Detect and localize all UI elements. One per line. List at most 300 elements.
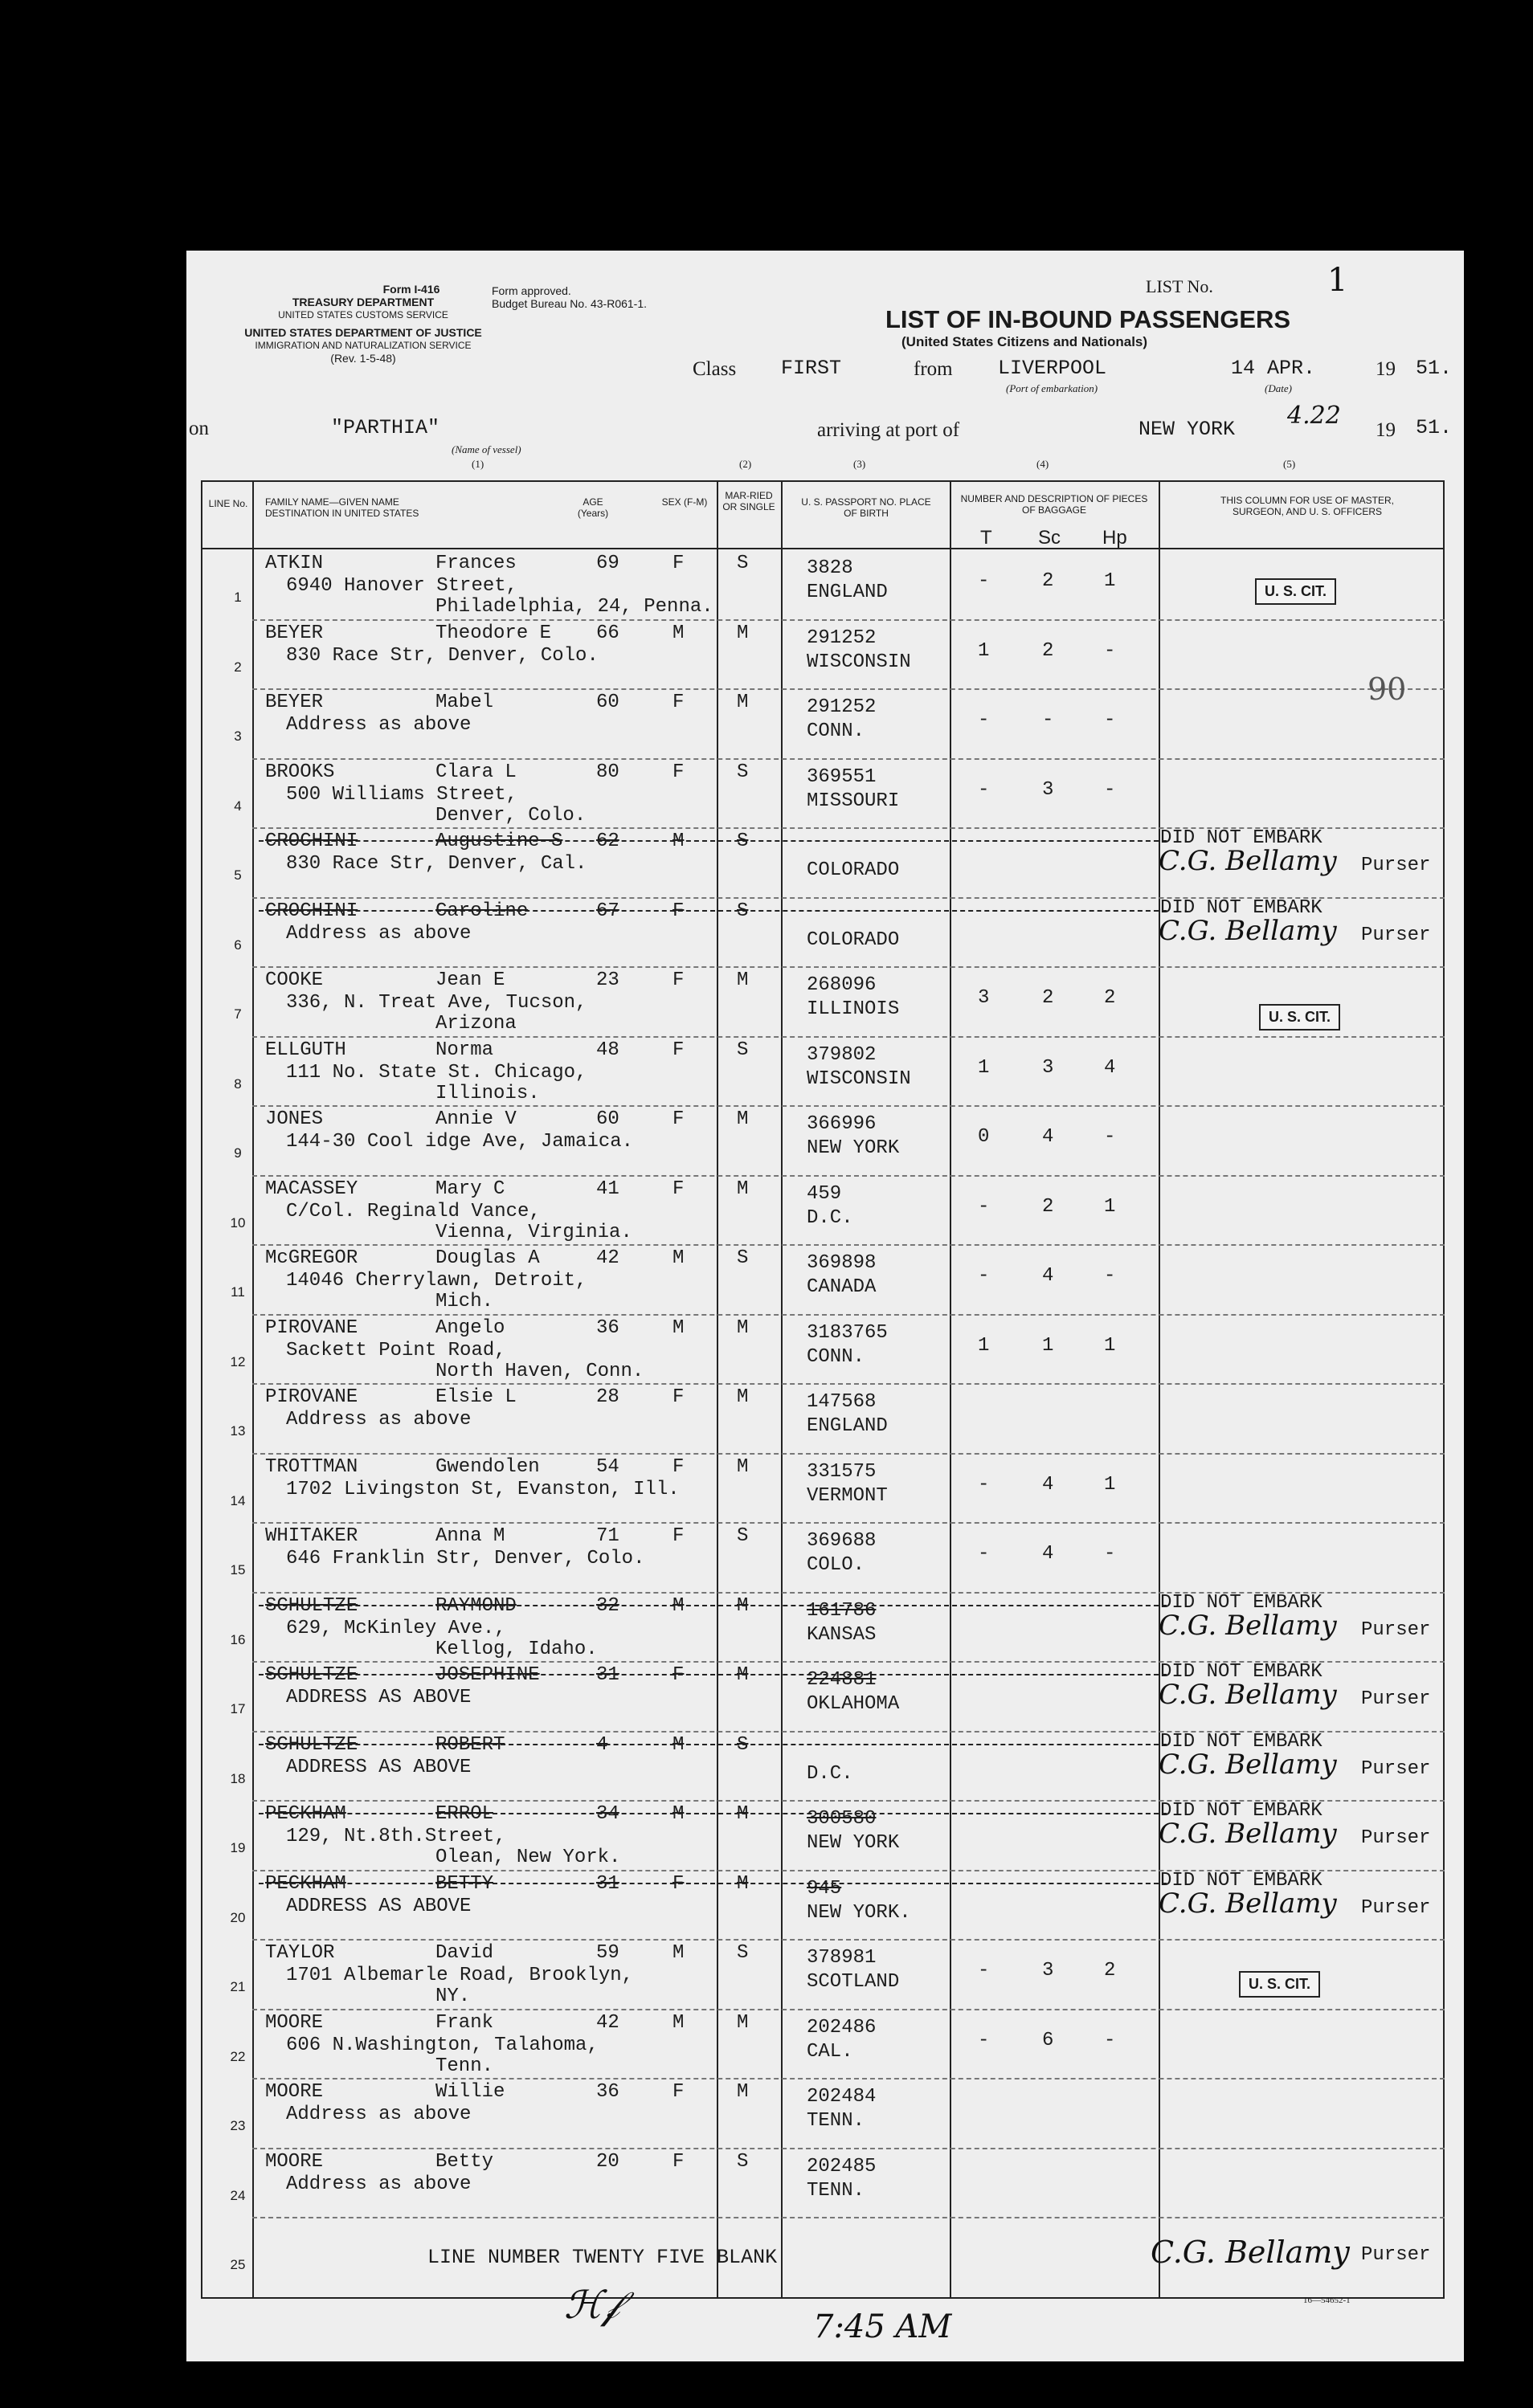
address-line-2: North Haven, Conn. [435, 1360, 644, 1382]
place-of-birth: D.C. [807, 1762, 853, 1785]
us-cit-stamp: U. S. CIT. [1255, 578, 1336, 605]
age: 31 [596, 1664, 619, 1686]
age: 80 [596, 761, 619, 783]
marital-status: M [737, 1803, 749, 1825]
punch-hole [90, 1380, 130, 1420]
header-passport: U. S. PASSPORT NO. PLACE OF BIRTH [801, 496, 931, 519]
us-cit-stamp: U. S. CIT. [1239, 1971, 1320, 1998]
place-of-birth: ILLINOIS [807, 998, 900, 1020]
marital-status: M [737, 1177, 749, 1200]
given-name: RAYMOND [435, 1594, 517, 1617]
page-title: LIST OF IN-BOUND PASSENGERS [885, 305, 1291, 333]
address-line-1: Address as above [286, 714, 472, 736]
age: 41 [596, 1177, 619, 1200]
purser-signature: C.G. Bellamy [1159, 1887, 1337, 1920]
baggage-trunks: - [978, 570, 990, 592]
line-number: 13 [230, 1423, 246, 1439]
passport-number: 379802 [807, 1043, 877, 1066]
family-name: BEYER [265, 692, 324, 713]
sex: F [672, 1455, 685, 1478]
address-line-1: Address as above [286, 2173, 472, 2195]
row-divider [252, 2217, 1445, 2218]
passport-number: 202485 [807, 2155, 877, 2177]
family-name: ATKIN [265, 553, 324, 574]
sex: F [672, 1177, 685, 1200]
address-line-2: Tenn. [435, 2055, 494, 2077]
marital-status: M [737, 692, 749, 713]
sex: F [672, 2150, 685, 2173]
line-number: 11 [231, 1284, 245, 1300]
line-number: 8 [234, 1075, 242, 1092]
col-num-5: (5) [1283, 458, 1296, 470]
line-25-note: LINE NUMBER TWENTY FIVE BLANK [427, 2246, 778, 2269]
passport-number: 202486 [807, 2016, 877, 2039]
marital-status: M [737, 1594, 749, 1617]
marital-status: M [737, 1664, 749, 1686]
strike-line [259, 1605, 1167, 1606]
address-line-1: 14046 Cherrylawn, Detroit, [286, 1270, 587, 1292]
passport-number: 161786 [807, 1599, 877, 1622]
address-line-1: 629, McKinley Ave., [286, 1617, 506, 1639]
age: 23 [596, 969, 619, 991]
form-number: Form I-416 [382, 283, 440, 296]
baggage-suitcases: 2 [1042, 1195, 1054, 1218]
date-caption: (Date) [1265, 382, 1292, 394]
place-of-birth: TENN. [807, 2110, 865, 2132]
punch-hole [90, 312, 130, 352]
purser-label: Purser [1361, 924, 1431, 946]
arriving-label: arriving at port of [817, 419, 960, 441]
sex: F [672, 1525, 685, 1547]
family-name: CROCHINI [265, 831, 358, 852]
header-officers: THIS COLUMN FOR USE OF MASTER, SURGEON, AND U. S. OFFICERS [1220, 495, 1394, 517]
place-of-birth: ENGLAND [807, 582, 888, 603]
line-number: 5 [234, 867, 242, 883]
address-line-1: C/Col. Reginald Vance, [286, 1200, 541, 1222]
baggage-handpieces: - [1104, 1543, 1116, 1565]
passport-number: 224881 [807, 1669, 877, 1691]
family-name: BEYER [265, 622, 324, 644]
address-line-2: Kellog, Idaho. [435, 1638, 598, 1660]
purser-label: Purser [1361, 855, 1431, 876]
baggage-handpieces: - [1104, 1265, 1116, 1287]
strike-line [259, 1813, 1167, 1814]
treasury-dept: TREASURY DEPARTMENT [292, 296, 435, 308]
given-name: Jean E [435, 969, 505, 991]
baggage-trunks: - [978, 778, 990, 801]
age: 60 [596, 692, 619, 713]
given-name: Clara L [435, 761, 517, 783]
row-divider [252, 1314, 1445, 1316]
baggage-handpieces: - [1104, 639, 1116, 662]
passport-number: 945 [807, 1877, 842, 1900]
family-name: JONES [265, 1108, 324, 1130]
address-line-2: NY. [435, 1986, 471, 2007]
given-name: David [435, 1942, 494, 1964]
passport-number: 369688 [807, 1530, 877, 1552]
family-name: TROTTMAN [265, 1455, 358, 1478]
address-line-1: 144-30 Cool idge Ave, Jamaica. [286, 1131, 634, 1153]
arrival-year-prefix: 19 [1376, 419, 1396, 441]
place-of-birth: NEW YORK [807, 1137, 900, 1159]
age: 66 [596, 622, 619, 644]
place-of-birth: COLO. [807, 1554, 865, 1576]
address-line-1: 1702 Livingston St, Evanston, Ill. [286, 1478, 680, 1500]
baggage-handpieces: - [1104, 778, 1116, 801]
col-num-4: (4) [1036, 458, 1049, 470]
family-name: SCHULTZE [265, 1594, 358, 1617]
baggage-handpieces: - [1104, 1126, 1116, 1148]
passport-number: 147568 [807, 1391, 877, 1413]
line-number: 16 [230, 1631, 246, 1647]
strike-line [259, 840, 1167, 842]
header-sex: SEX (F-M) [661, 496, 708, 508]
age: 4 [596, 1733, 608, 1756]
baggage-handpieces: 1 [1104, 1195, 1116, 1218]
address-line-1: Address as above [286, 2104, 472, 2125]
arrival-port: NEW YORK [1139, 418, 1236, 441]
address-line-1: 6940 Hanover Street, [286, 575, 518, 597]
did-not-embark: DID NOT EMBARK [1160, 1730, 1322, 1753]
purser-label: Purser [1361, 1618, 1431, 1641]
handwritten-time: 7:45 AM [813, 2308, 952, 2345]
row-divider [252, 1383, 1445, 1385]
list-no-label: LIST No. [1146, 276, 1213, 296]
purser-signature: C.G. Bellamy [1159, 1818, 1337, 1850]
baggage-handpieces: - [1104, 2029, 1116, 2051]
baggage-handpieces: 1 [1104, 1473, 1116, 1496]
place-of-birth: CONN. [807, 720, 865, 742]
row-divider [252, 2009, 1445, 2010]
bag-t-header: T [980, 527, 992, 549]
passport-number: 291252 [807, 696, 877, 718]
given-name: Norma [435, 1039, 494, 1061]
strike-line [259, 910, 1167, 912]
line-number: 23 [230, 2118, 246, 2133]
age: 36 [596, 1316, 619, 1339]
sex: M [672, 1803, 685, 1825]
baggage-trunks: - [978, 1265, 990, 1287]
family-name: PIROVANE [265, 1316, 358, 1339]
line-number: 10 [230, 1214, 246, 1231]
embarkation-port: LIVERPOOL [998, 357, 1107, 380]
family-name: COOKE [265, 969, 324, 991]
place-of-birth: CONN. [807, 1345, 865, 1368]
purser-signature: C.G. Bellamy [1159, 1679, 1337, 1711]
did-not-embark: DID NOT EMBARK [1160, 1591, 1322, 1614]
age: 67 [596, 900, 619, 922]
header-name: FAMILY NAME—GIVEN NAME DESTINATION IN UNITED STATES [265, 496, 419, 519]
col-num-1: (1) [472, 458, 484, 470]
baggage-trunks: 1 [978, 639, 990, 662]
header-age: AGE (Years) [577, 496, 609, 519]
given-name: Anna M [435, 1525, 505, 1547]
marital-status: S [737, 761, 749, 783]
given-name: Theodore E [435, 622, 552, 644]
year-prefix: 19 [1376, 358, 1396, 380]
place-of-birth: CAL. [807, 2040, 853, 2063]
on-label: on [189, 418, 209, 439]
did-not-embark: DID NOT EMBARK [1160, 1800, 1322, 1822]
baggage-suitcases: 2 [1042, 987, 1054, 1009]
given-name: Willie [435, 2081, 505, 2103]
customs-service: UNITED STATES CUSTOMS SERVICE [278, 309, 448, 320]
address-line-2: Arizona [435, 1013, 517, 1035]
baggage-trunks: 1 [978, 1056, 990, 1079]
address-line-2: Olean, New York. [435, 1847, 621, 1868]
marital-status: S [737, 1525, 749, 1547]
age: 71 [596, 1525, 619, 1547]
did-not-embark: DID NOT EMBARK [1160, 896, 1322, 919]
passport-number: 378981 [807, 1947, 877, 1969]
marital-status: S [737, 900, 749, 922]
purser-signature: C.G. Bellamy [1159, 914, 1337, 947]
sex: F [672, 1872, 685, 1895]
header-line-no: LINE No. [208, 498, 248, 509]
marital-status: M [737, 1455, 749, 1478]
sex: M [672, 1942, 685, 1964]
baggage-trunks: 3 [978, 987, 990, 1009]
us-cit-stamp: U. S. CIT. [1259, 1004, 1340, 1031]
line-number: 12 [230, 1353, 246, 1369]
arrival-year: 51. [1416, 416, 1453, 439]
baggage-suitcases: 2 [1042, 570, 1054, 592]
punch-hole [90, 1091, 130, 1131]
age: 59 [596, 1942, 619, 1964]
marital-status: S [737, 1039, 749, 1061]
age: 54 [596, 1455, 619, 1478]
address-line-2: Denver, Colo. [435, 804, 587, 826]
punch-hole [90, 2137, 130, 2177]
marital-status: M [737, 1108, 749, 1130]
given-name: JOSEPHINE [435, 1664, 540, 1686]
line-number: 24 [230, 2187, 246, 2203]
family-name: PECKHAM [265, 1803, 346, 1825]
baggage-handpieces: 4 [1104, 1056, 1116, 1079]
baggage-trunks: - [978, 1543, 990, 1565]
place-of-birth: ENGLAND [807, 1415, 888, 1437]
family-name: BROOKS [265, 761, 335, 783]
sex: F [672, 1386, 685, 1408]
given-name: Augustine S [435, 831, 563, 852]
did-not-embark: DID NOT EMBARK [1160, 1661, 1322, 1683]
given-name: Annie V [435, 1108, 517, 1130]
marital-status: S [737, 1942, 749, 1964]
address-line-1: 1701 Albemarle Road, Brooklyn, [286, 1965, 634, 1986]
line-number: 4 [234, 798, 242, 814]
strike-line [259, 1744, 1167, 1745]
line-number: 15 [230, 1562, 246, 1577]
purser-signature: C.G. Bellamy [1151, 2235, 1350, 2270]
baggage-suitcases: 4 [1042, 1543, 1054, 1565]
punch-hole [90, 1759, 130, 1799]
embarkation-date: 14 APR. [1231, 357, 1316, 380]
age: 42 [596, 2011, 619, 2034]
justice-dept: UNITED STATES DEPARTMENT OF JUSTICE [244, 326, 482, 339]
place-of-birth: OKLAHOMA [807, 1693, 900, 1715]
sex: M [672, 1247, 685, 1269]
age: 31 [596, 1872, 619, 1895]
address-line-1: Sackett Point Road, [286, 1339, 506, 1361]
line-number: 19 [230, 1840, 246, 1855]
given-name: Angelo [435, 1316, 505, 1339]
line-number: 7 [234, 1006, 242, 1022]
place-of-birth: NEW YORK. [807, 1901, 911, 1924]
family-name: MOORE [265, 2150, 324, 2173]
place-of-birth: D.C. [807, 1206, 853, 1229]
passport-number: 268096 [807, 974, 877, 996]
page-subtitle: (United States Citizens and Nationals) [901, 334, 1148, 349]
baggage-handpieces: 2 [1104, 987, 1116, 1009]
line-number: 14 [230, 1492, 246, 1508]
purser-label: Purser [1361, 1757, 1431, 1780]
address-line-1: ADDRESS AS ABOVE [286, 1687, 472, 1708]
punch-hole [90, 440, 130, 480]
purser-signature: C.G. Bellamy [1159, 1748, 1337, 1781]
address-line-1: Address as above [286, 1409, 472, 1431]
baggage-trunks: 1 [978, 1334, 990, 1357]
given-name: Frances [435, 553, 517, 574]
sex: F [672, 692, 685, 713]
passport-number: 291252 [807, 626, 877, 649]
purser-label: Purser [1361, 1827, 1431, 1849]
given-name: Betty [435, 2150, 494, 2173]
age: 34 [596, 1803, 619, 1825]
place-of-birth: SCOTLAND [807, 1971, 900, 1993]
age: 62 [596, 831, 619, 852]
baggage-suitcases: 3 [1042, 778, 1054, 801]
purser-signature: C.G. Bellamy [1159, 845, 1337, 877]
punch-hole [90, 811, 130, 851]
row-divider [252, 688, 1445, 690]
marital-status: M [737, 2011, 749, 2034]
family-name: MOORE [265, 2011, 324, 2034]
sex: M [672, 1316, 685, 1339]
marital-status: M [737, 1872, 749, 1895]
family-name: SCHULTZE [265, 1733, 358, 1756]
place-of-birth: MISSOURI [807, 790, 900, 812]
given-name: ROBERT [435, 1733, 505, 1756]
given-name: ERROL [435, 1803, 494, 1825]
baggage-suitcases: - [1042, 709, 1054, 731]
line-number: 2 [234, 659, 242, 675]
given-name: Gwendolen [435, 1455, 540, 1478]
sex: F [672, 900, 685, 922]
marital-status: S [737, 2150, 749, 2173]
handwritten-90: 90 [1367, 671, 1407, 707]
family-name: ELLGUTH [265, 1039, 346, 1061]
place-of-birth: WISCONSIN [807, 651, 911, 673]
family-name: PECKHAM [265, 1872, 346, 1895]
col-num-3: (3) [853, 458, 866, 470]
row-divider [252, 758, 1445, 760]
row-divider [252, 2148, 1445, 2149]
sex: F [672, 2081, 685, 2103]
passport-number: 202484 [807, 2086, 877, 2108]
ins-service: IMMIGRATION AND NATURALIZATION SERVICE [255, 340, 472, 351]
sex: F [672, 761, 685, 783]
address-line-1: ADDRESS AS ABOVE [286, 1895, 472, 1917]
line-number: 20 [230, 1909, 246, 1925]
marital-status: S [737, 1247, 749, 1269]
family-name: TAYLOR [265, 1942, 335, 1964]
header-married: MAR-RIED OR SINGLE [722, 490, 775, 512]
baggage-handpieces: 2 [1104, 1960, 1116, 1981]
baggage-trunks: - [978, 1473, 990, 1496]
row-divider [252, 1244, 1445, 1246]
row-divider [252, 1105, 1445, 1107]
baggage-suitcases: 1 [1042, 1334, 1054, 1357]
baggage-suitcases: 4 [1042, 1473, 1054, 1496]
strike-line [259, 1674, 1167, 1675]
passport-number: 366996 [807, 1113, 877, 1135]
sex: M [672, 1594, 685, 1617]
baggage-suitcases: 6 [1042, 2029, 1054, 2051]
row-divider [252, 1522, 1445, 1524]
line-number: 17 [230, 1701, 246, 1716]
baggage-suitcases: 3 [1042, 1960, 1054, 1981]
place-of-birth: KANSAS [807, 1623, 877, 1646]
baggage-suitcases: 3 [1042, 1056, 1054, 1079]
age: 48 [596, 1039, 619, 1061]
row-divider [252, 1453, 1445, 1455]
age: 42 [596, 1247, 619, 1269]
baggage-trunks: 0 [978, 1126, 990, 1148]
purser-label: Purser [1361, 1688, 1431, 1710]
marital-status: M [737, 622, 749, 644]
purser-label: Purser [1361, 2244, 1431, 2266]
sex: F [672, 1108, 685, 1130]
age: 32 [596, 1594, 619, 1617]
address-line-2: Philadelphia, 24, Penna. [435, 596, 713, 618]
address-line-1: ADDRESS AS ABOVE [286, 1756, 472, 1778]
age: 36 [596, 2081, 619, 2103]
passport-number: 369898 [807, 1252, 877, 1274]
sex: F [672, 1664, 685, 1686]
sex: M [672, 831, 685, 852]
given-name: Frank [435, 2011, 494, 2034]
passport-number: 3183765 [807, 1321, 888, 1344]
purser-signature: C.G. Bellamy [1159, 1609, 1337, 1642]
sex: M [672, 2011, 685, 2034]
place-of-birth: NEW YORK [807, 1832, 900, 1854]
did-not-embark: DID NOT EMBARK [1160, 1869, 1322, 1892]
family-name: MOORE [265, 2081, 324, 2103]
given-name: Douglas A [435, 1247, 540, 1269]
sex: F [672, 553, 685, 574]
marital-status: M [737, 1316, 749, 1339]
place-of-birth: CANADA [807, 1276, 877, 1298]
address-line-1: 830 Race Str, Denver, Cal. [286, 853, 587, 875]
family-name: McGREGOR [265, 1247, 358, 1269]
marital-status: M [737, 1386, 749, 1408]
address-line-1: 646 Franklin Str, Denver, Colo. [286, 1548, 645, 1569]
address-line-1: 336, N. Treat Ave, Tucson, [286, 992, 587, 1014]
row-divider [252, 966, 1445, 968]
line-number: 18 [230, 1770, 246, 1786]
marital-status: S [737, 1733, 749, 1756]
vessel-name: "PARTHIA" [331, 416, 440, 439]
address-line-1: 606 N.Washington, Talahoma, [286, 2034, 599, 2056]
row-divider [252, 1175, 1445, 1177]
bag-sc-header: Sc [1038, 527, 1061, 549]
strike-line [259, 1883, 1167, 1884]
row-divider [252, 1939, 1445, 1941]
baggage-handpieces: 1 [1104, 570, 1116, 592]
sex: M [672, 1733, 685, 1756]
did-not-embark: DID NOT EMBARK [1160, 827, 1322, 849]
given-name: BETTY [435, 1872, 494, 1895]
